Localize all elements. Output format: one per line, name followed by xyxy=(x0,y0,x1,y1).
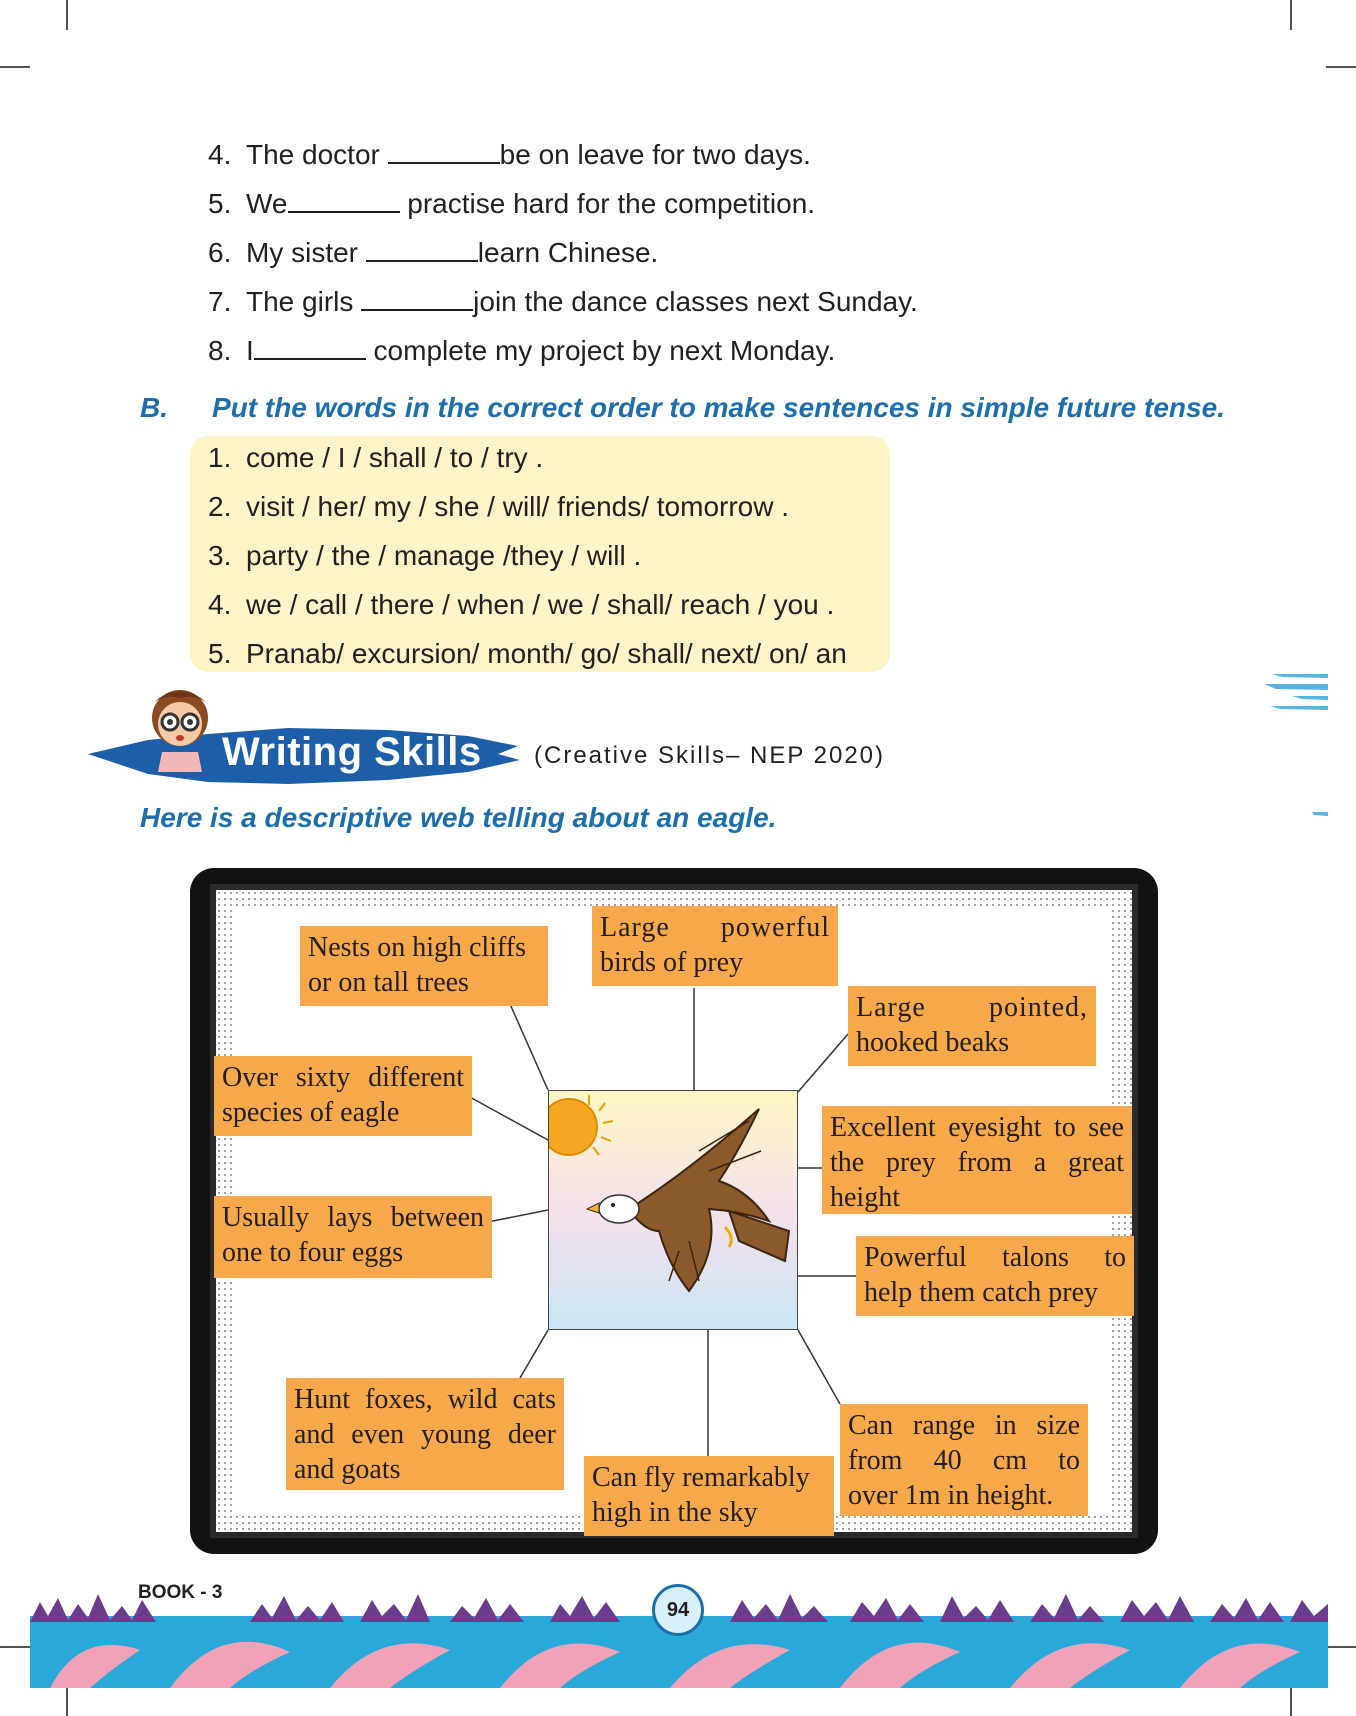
crop-mark xyxy=(1290,0,1292,30)
web-box-left-lower: Usually lays between one to four eggs xyxy=(214,1196,492,1278)
exercise-a-item: 7. The girls join the dance classes next Sunday. xyxy=(208,286,918,317)
exercise-a-item: 4. The doctor be on leave for two days. xyxy=(208,139,811,170)
web-box-top-left: Nests on high cliffs or on tall trees xyxy=(300,926,548,1006)
crop-mark xyxy=(0,66,30,68)
crop-mark xyxy=(1290,1686,1292,1716)
fill-blank[interactable] xyxy=(254,334,366,360)
eagle-illustration xyxy=(548,1090,798,1330)
crop-mark xyxy=(0,1646,30,1648)
crop-mark xyxy=(66,0,68,30)
section-letter: B. xyxy=(140,392,168,423)
exercise-b-item: 1. come / I / shall / to / try . xyxy=(208,442,544,473)
fill-blank[interactable] xyxy=(361,285,473,311)
writing-skills-intro: Here is a descriptive web telling about an eagle. xyxy=(140,802,777,833)
exercise-a-item: 5. We practise hard for the competition. xyxy=(208,188,816,219)
web-box-left-upper: Over sixty different species of eagle xyxy=(214,1056,472,1136)
section-heading: Put the words in the correct order to make sentences in simple future tense. xyxy=(212,392,1225,423)
book-label: BOOK - 3 xyxy=(138,1582,223,1603)
fill-blank[interactable] xyxy=(366,236,478,262)
exercise-a-item: 6. My sister learn Chinese. xyxy=(208,237,659,268)
fill-blank[interactable] xyxy=(288,187,400,213)
web-box-right-upper: Excellent eyesight to see the prey from a great height xyxy=(822,1106,1132,1214)
web-box-top-center: Large powerful birds of prey xyxy=(592,906,838,986)
page-number: 94 xyxy=(652,1584,704,1636)
eagle-icon xyxy=(549,1091,798,1330)
exercise-a-item: 8. I complete my project by next Monday. xyxy=(208,335,836,366)
exercise-b-item: 4. we / call / there / when / we / shall/ reach / you . xyxy=(208,589,835,620)
web-box-bottom-right: Can range in size from 40 cm to over 1m in height. xyxy=(840,1404,1088,1516)
writing-skills-subtitle: (Creative Skills– NEP 2020) xyxy=(534,742,886,769)
crop-mark xyxy=(66,1686,68,1716)
crop-mark xyxy=(1326,66,1356,68)
web-box-right-lower: Powerful talons to help them catch prey xyxy=(856,1236,1134,1316)
web-box-bottom-center: Can fly remarkably high in the sky xyxy=(584,1456,834,1536)
margin-streaks xyxy=(1262,640,1332,820)
fill-blank[interactable] xyxy=(388,138,500,164)
crop-mark xyxy=(1326,1646,1356,1648)
exercise-b-item: 5. Pranab/ excursion/ month/ go/ shall/ next/ on/ an xyxy=(208,638,847,669)
web-box-bottom-left: Hunt foxes, wild cats and even young deer and goats xyxy=(286,1378,564,1490)
exercise-b-item: 2. visit / her/ my / she / will/ friends/ tomorrow . xyxy=(208,491,790,522)
boy-mascot-icon xyxy=(140,680,220,776)
exercise-b-item: 3. party / the / manage /they / will . xyxy=(208,540,642,571)
writing-skills-title: Writing Skills xyxy=(222,730,482,774)
web-box-top-right: Large pointed, hooked beaks xyxy=(848,986,1096,1066)
